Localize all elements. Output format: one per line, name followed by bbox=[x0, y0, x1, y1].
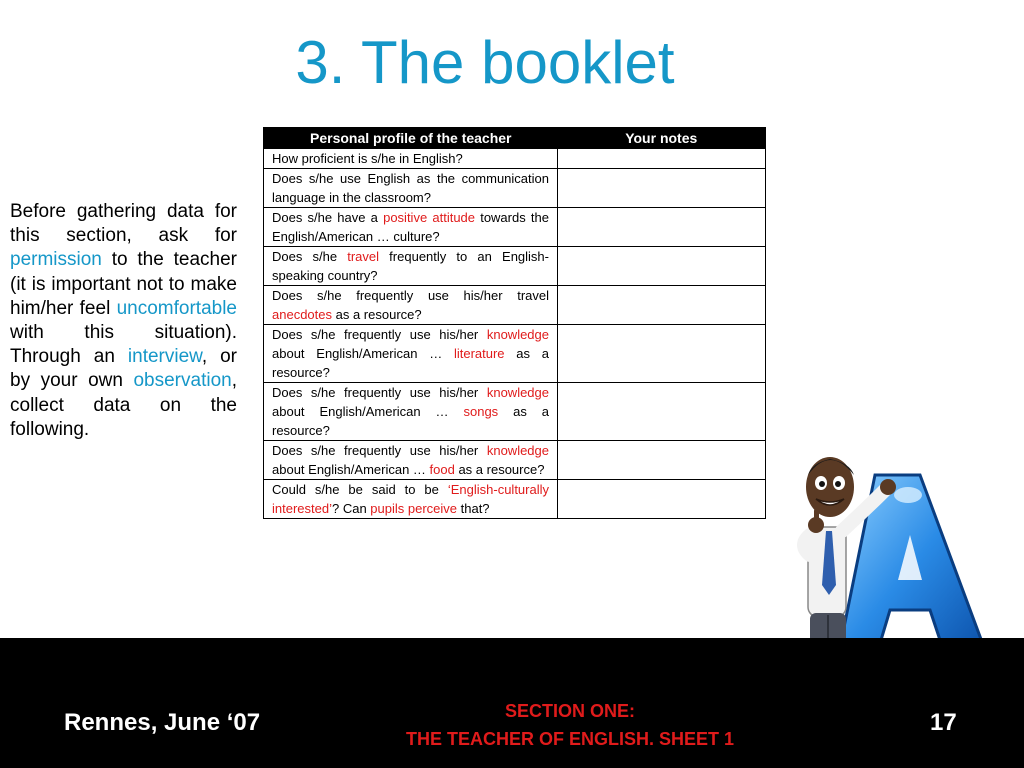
highlighted-keyword: food bbox=[429, 462, 455, 477]
question-cell bbox=[264, 247, 558, 286]
intro-text: , or by your own bbox=[10, 346, 237, 392]
question-text: as a resource? bbox=[272, 404, 550, 438]
table-row bbox=[264, 169, 766, 208]
intro-text: with this situation). Through an bbox=[10, 322, 237, 368]
notes-cell[interactable] bbox=[558, 169, 766, 208]
question-text: Does s/he frequently use his/her travel bbox=[272, 288, 549, 303]
header-profile: Personal profile of the teacher bbox=[264, 128, 558, 149]
table-row bbox=[264, 286, 766, 325]
teacher-profile-table bbox=[263, 127, 766, 519]
notes-cell[interactable] bbox=[558, 480, 766, 519]
table-header-row bbox=[264, 128, 766, 149]
intro-text: to the teacher (it is important not to make him/her feel bbox=[10, 249, 237, 319]
table-row bbox=[264, 383, 766, 441]
page-number: 17 bbox=[930, 709, 957, 736]
question-text: Does s/he bbox=[272, 249, 348, 264]
notes-cell[interactable] bbox=[558, 325, 766, 383]
highlighted-keyword: anecdotes bbox=[272, 307, 332, 322]
slide-title: 3. The booklet bbox=[295, 29, 675, 96]
highlighted-keyword: literature bbox=[453, 346, 505, 361]
footer-location-date: Rennes, June ‘07 bbox=[64, 709, 261, 736]
highlighted-keyword: ‘English-culturally interested’ bbox=[272, 482, 549, 516]
footer-section-title bbox=[340, 697, 800, 753]
question-cell bbox=[264, 480, 558, 519]
notes-cell[interactable] bbox=[558, 247, 766, 286]
question-cell bbox=[264, 441, 558, 480]
keyword-permission: permission bbox=[10, 249, 102, 271]
question-cell bbox=[264, 383, 558, 441]
table-row bbox=[264, 149, 766, 169]
question-text: Does s/he frequently use his/her bbox=[272, 443, 487, 458]
question-text: as a resource? bbox=[332, 307, 422, 322]
keyword-uncomfortable: uncomfortable bbox=[116, 297, 237, 319]
intro-text: , collect data on the following. bbox=[10, 370, 237, 440]
highlighted-keyword: knowledge bbox=[486, 327, 549, 342]
table-row bbox=[264, 208, 766, 247]
table-row bbox=[264, 247, 766, 286]
highlighted-keyword: pupils perceive bbox=[370, 501, 458, 516]
question-text: Does s/he frequently use his/her bbox=[272, 385, 487, 400]
question-cell bbox=[264, 208, 558, 247]
header-notes: Your notes bbox=[558, 128, 766, 149]
intro-text: Before gathering data for this section, ask for bbox=[10, 201, 237, 247]
highlighted-keyword: positive attitude bbox=[383, 210, 476, 225]
highlighted-keyword: knowledge bbox=[486, 385, 549, 400]
question-cell bbox=[264, 325, 558, 383]
question-text: that? bbox=[457, 501, 490, 516]
question-text: Could s/he be said to be bbox=[272, 482, 448, 497]
question-cell bbox=[264, 169, 558, 208]
question-text: about English/American … bbox=[272, 462, 430, 477]
question-text: as a resource? bbox=[454, 462, 545, 477]
question-text: Does s/he frequently use his/her bbox=[272, 327, 487, 342]
question-cell bbox=[264, 149, 558, 169]
highlighted-keyword: knowledge bbox=[486, 443, 549, 458]
notes-cell[interactable] bbox=[558, 441, 766, 480]
question-text: frequently to an English-speaking country? bbox=[272, 249, 549, 283]
table-row bbox=[264, 441, 766, 480]
question-text: Does s/he use English as the communication language in the classroom? bbox=[272, 171, 549, 205]
question-cell bbox=[264, 286, 558, 325]
notes-cell[interactable] bbox=[558, 208, 766, 247]
notes-cell[interactable] bbox=[558, 383, 766, 441]
question-text: ? Can bbox=[331, 501, 371, 516]
question-text: How proficient is s/he in English? bbox=[272, 151, 463, 166]
table-row bbox=[264, 480, 766, 519]
notes-cell[interactable] bbox=[558, 286, 766, 325]
footer-section-line1: SECTION ONE: bbox=[504, 701, 635, 721]
keyword-observation: observation bbox=[133, 370, 232, 392]
footer-section-line2: THE TEACHER OF ENGLISH. SHEET 1 bbox=[405, 729, 735, 749]
question-text: Does s/he have a bbox=[272, 210, 384, 225]
question-text: towards the English/American … culture? bbox=[272, 210, 549, 244]
question-text: as a resource? bbox=[272, 346, 549, 380]
keyword-interview: interview bbox=[127, 346, 202, 368]
question-text: about English/American … bbox=[272, 346, 454, 361]
notes-cell[interactable] bbox=[558, 149, 766, 169]
intro-paragraph bbox=[10, 200, 237, 442]
highlighted-keyword: songs bbox=[463, 404, 499, 419]
table-row bbox=[264, 325, 766, 383]
highlighted-keyword: travel bbox=[347, 249, 380, 264]
question-text: about English/American … bbox=[272, 404, 464, 419]
